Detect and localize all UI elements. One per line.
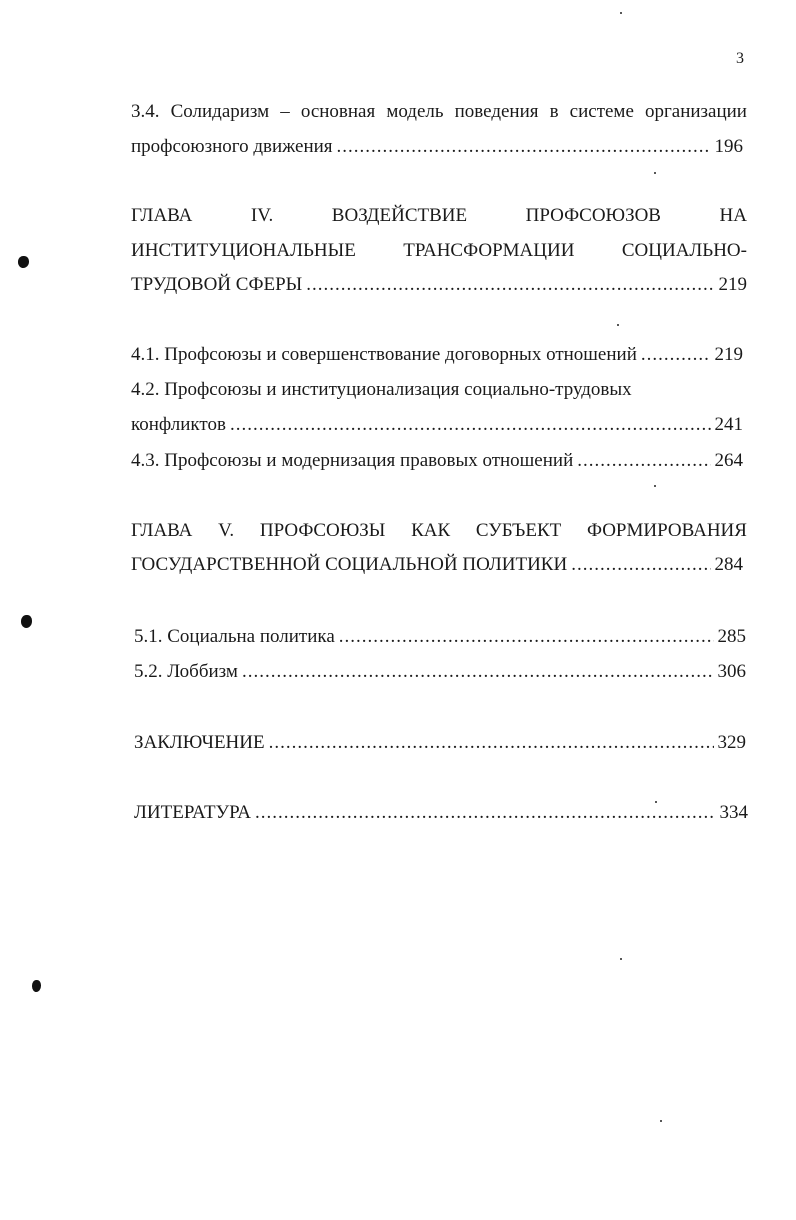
dot-leader xyxy=(337,135,711,159)
toc-word: НА xyxy=(719,205,747,226)
toc-word: 3.4. xyxy=(131,101,160,122)
toc-entry-text: 4.1. Профсоюзы и совершенствование договорных отношений xyxy=(131,344,637,365)
toc-word: КАК xyxy=(411,520,451,541)
toc-word: V. xyxy=(218,520,235,541)
toc-entry-4-2-line2 xyxy=(131,413,743,437)
toc-word: системе xyxy=(569,101,634,122)
toc-entry-text: конфликтов xyxy=(131,414,226,435)
page-number: 3 xyxy=(736,50,744,67)
toc-entry-conclusion xyxy=(134,731,746,755)
toc-word: модель xyxy=(386,101,444,122)
toc-chapter-4-line3 xyxy=(131,273,747,297)
dot-leader xyxy=(230,413,711,437)
toc-entry-4-1 xyxy=(131,343,743,367)
dot-leader xyxy=(641,343,711,367)
scan-speck xyxy=(620,958,622,960)
toc-entry-text: ЗАКЛЮЧЕНИЕ xyxy=(134,732,265,753)
toc-word: Солидаризм xyxy=(170,101,270,122)
toc-word: ГЛАВА xyxy=(131,205,193,226)
toc-entry-literature xyxy=(134,801,748,825)
toc-word: организации xyxy=(644,101,747,122)
toc-page-number: 306 xyxy=(717,661,746,682)
toc-word: поведения xyxy=(454,101,539,122)
dot-leader xyxy=(306,273,714,297)
toc-word: СУБЪЕКТ xyxy=(475,520,562,541)
toc-word: ФОРМИРОВАНИЯ xyxy=(586,520,747,541)
toc-page-number: 264 xyxy=(714,450,743,471)
toc-chapter-4-line2 xyxy=(131,239,747,263)
toc-entry-text: ТРУДОВОЙ СФЕРЫ xyxy=(131,274,303,295)
toc-entry-text: профсоюзного движения xyxy=(131,136,333,157)
toc-word: – xyxy=(280,101,290,122)
toc-entry-text: ЛИТЕРАТУРА xyxy=(134,802,251,823)
toc-chapter-5-line1 xyxy=(131,519,747,543)
toc-word: ИНСТИТУЦИОНАЛЬНЫЕ xyxy=(131,240,356,261)
scan-speck xyxy=(620,12,622,14)
toc-entry-4-3 xyxy=(131,449,743,473)
dot-leader xyxy=(339,625,714,649)
toc-word: СОЦИАЛЬНО- xyxy=(621,240,747,261)
punch-hole-mark xyxy=(18,256,29,268)
dot-leader xyxy=(242,660,714,684)
toc-page-number: 196 xyxy=(714,136,743,157)
toc-word: ТРАНСФОРМАЦИИ xyxy=(403,240,575,261)
toc-word: ПРОФСОЮЗЫ xyxy=(259,520,386,541)
toc-word: ГЛАВА xyxy=(131,520,193,541)
toc-word: IV. xyxy=(250,205,274,226)
scan-speck xyxy=(617,324,619,326)
toc-page-number: 285 xyxy=(717,626,746,647)
toc-entry-4-2-line1: 4.2. Профсоюзы и институционализация социально-трудовых xyxy=(131,379,632,400)
punch-hole-mark xyxy=(21,615,32,628)
toc-page-number: 241 xyxy=(714,414,743,435)
toc-page-number: 329 xyxy=(717,732,746,753)
toc-entry-5-1 xyxy=(134,625,746,649)
toc-word: ПРОФСОЮЗОВ xyxy=(525,205,661,226)
dot-leader xyxy=(571,553,710,577)
toc-entry-text: 5.1. Социальна политика xyxy=(134,626,335,647)
dot-leader xyxy=(269,731,714,755)
toc-page-number: 219 xyxy=(714,344,743,365)
toc-entry-3-4-line1 xyxy=(131,100,747,124)
punch-hole-mark xyxy=(32,980,41,992)
toc-chapter-4-line1 xyxy=(131,204,747,228)
dot-leader xyxy=(255,801,716,825)
toc-entry-text: 5.2. Лоббизм xyxy=(134,661,238,682)
dot-leader xyxy=(577,449,710,473)
toc-chapter-5-line2 xyxy=(131,553,743,577)
toc-page-number: 334 xyxy=(719,802,748,823)
toc-word: основная xyxy=(300,101,376,122)
toc-entry-3-4-line2 xyxy=(131,135,743,159)
scan-speck xyxy=(654,172,656,174)
toc-word: ВОЗДЕЙСТВИЕ xyxy=(331,205,468,226)
scan-speck xyxy=(655,801,657,803)
toc-word: в xyxy=(549,101,559,122)
toc-entry-5-2 xyxy=(134,660,746,684)
toc-entry-text: 4.3. Профсоюзы и модернизация правовых отношений xyxy=(131,450,574,471)
scan-speck xyxy=(660,1120,662,1122)
toc-entry-text: ГОСУДАРСТВЕННОЙ СОЦИАЛЬНОЙ ПОЛИТИКИ xyxy=(131,554,568,575)
scan-speck xyxy=(654,485,656,487)
toc-page-number: 284 xyxy=(714,554,743,575)
toc-page-number: 219 xyxy=(718,274,747,295)
